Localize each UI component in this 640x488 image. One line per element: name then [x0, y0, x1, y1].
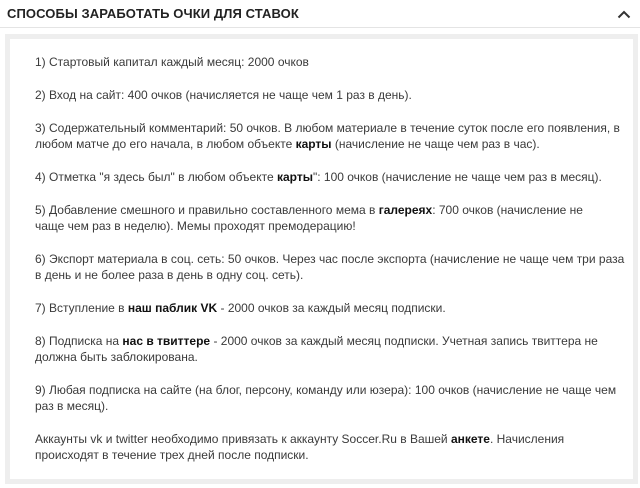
section-header: [0, 0, 640, 28]
rule-text: - 2000 очков за каждый месяц подписки. Учетная запись твиттера не должна быть заблокирована.: [35, 334, 598, 364]
points-rules-panel: [5, 34, 638, 484]
map-link[interactable]: карты: [276, 170, 313, 184]
note-text: Аккаунты vk и twitter необходимо привязать к аккаунту Soccer.Ru в Вашей: [35, 432, 451, 446]
rule-text: 9) Любая подписка на сайте (на блог, персону, команду или юзера): 100 очков (начисление не чаще чем раз в месяц).: [35, 383, 617, 413]
map-link[interactable]: карты: [295, 137, 332, 151]
rule-item: [35, 382, 625, 414]
rule-text: 2) Вход на сайт: 400 очков (начисляется не чаще чем 1 раз в день).: [35, 88, 412, 102]
rule-text: 5) Добавление смешного и правильно составленного мема в: [35, 203, 379, 217]
rule-text: 7) Вступление в: [35, 301, 128, 315]
rule-text: 3) Содержательный комментарий: 50 очков. В любом материале в течение суток после его появления, в любом матче до его начала, в любом объекте: [35, 121, 620, 151]
vk-public-link[interactable]: наш паблик VK: [127, 301, 218, 315]
twitter-link[interactable]: нас в твиттере: [122, 334, 211, 348]
rule-item: [35, 120, 625, 152]
galleries-link[interactable]: галереях: [378, 203, 433, 217]
rule-text: 6) Экспорт материала в соц. сеть: 50 очков. Через час после экспорта (начисление не чаще чем три раза в день и не более раза в день в одну соц. сеть).: [35, 252, 625, 282]
rules-list: [35, 54, 625, 480]
accounts-note: [35, 431, 625, 463]
chevron-up-icon: [617, 10, 631, 19]
rule-item: [35, 169, 625, 185]
rule-text: 4) Отметка "я здесь был" в любом объекте: [35, 170, 277, 184]
rule-text: 8) Подписка на: [35, 334, 123, 348]
rule-item: [35, 202, 625, 234]
rule-line: [35, 202, 625, 218]
profile-link[interactable]: анкете: [450, 432, 490, 446]
rule-item: [35, 87, 625, 103]
section-title: СПОСОБЫ ЗАРАБОТАТЬ ОЧКИ ДЛЯ СТАВОК: [7, 6, 299, 21]
rule-text: (начисление не чаще чем раз в час).: [331, 137, 540, 151]
rule-item: [35, 300, 625, 316]
rule-text: : 700 очков (начисление не: [432, 203, 583, 217]
rule-item: [35, 54, 625, 70]
rule-text: чаще чем раз в неделю). Мемы проходят премодерацию!: [35, 219, 356, 233]
rule-text: - 2000 очков за каждый месяц подписки.: [217, 301, 446, 315]
rule-text: ": 100 очков (начисление не чаще чем раз в месяц).: [312, 170, 602, 184]
rule-text: 1) Стартовый капитал каждый месяц: 2000 очков: [35, 55, 309, 69]
rule-item: [35, 251, 625, 283]
note-text: . Начисления происходят в течение трех дней после подписки.: [35, 432, 565, 462]
rule-item: [35, 333, 625, 365]
collapse-toggle[interactable]: [614, 4, 634, 24]
